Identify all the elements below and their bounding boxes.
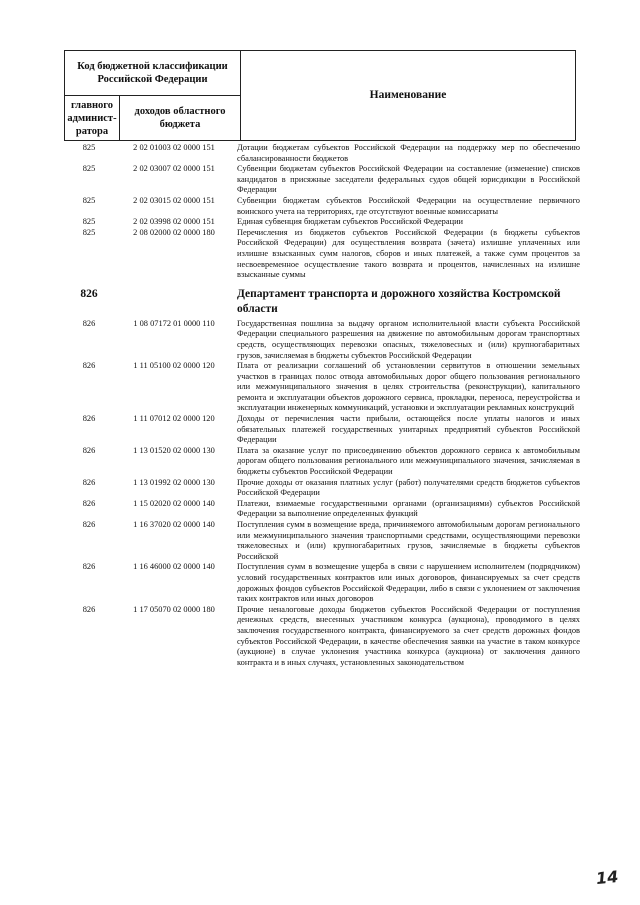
row-admin: 825 xyxy=(82,164,96,174)
table-row xyxy=(64,605,580,669)
table-row xyxy=(64,446,580,478)
row-name: Единая субвенция бюджетам субъектов Российской Федерации xyxy=(237,217,464,227)
header-income: доходов областного бюджета xyxy=(120,96,241,141)
row-admin: 826 xyxy=(82,498,96,508)
table-row xyxy=(64,562,580,604)
header-group: Код бюджетной классификации Российской Федерации xyxy=(65,51,241,96)
row-code: 1 11 07012 02 0000 120 xyxy=(133,414,215,424)
row-admin: 825 xyxy=(82,227,96,237)
row-code: 1 08 07172 01 0000 110 xyxy=(133,318,215,328)
table-row xyxy=(64,520,580,562)
row-admin: 826 xyxy=(82,361,96,371)
row-code: 2 02 03998 02 0000 151 xyxy=(133,217,215,227)
row-name: Доходы от перечисления части прибыли, остающейся после уплаты налогов и иных обязательных платежей государственных унитарных предприятий субъектов Российской Федерации xyxy=(237,414,580,445)
table-body xyxy=(64,143,580,668)
row-admin: 826 xyxy=(82,562,96,572)
table-row xyxy=(64,414,580,446)
table-header xyxy=(64,50,576,141)
row-code: 1 16 37020 02 0000 140 xyxy=(133,520,215,529)
table-row xyxy=(64,319,580,361)
row-admin: 825 xyxy=(82,195,96,205)
table-row xyxy=(64,217,580,228)
row-admin: 826 xyxy=(82,414,96,424)
table-row xyxy=(64,228,580,281)
row-code: 2 02 03015 02 0000 151 xyxy=(133,195,215,205)
row-admin: 826 xyxy=(82,445,96,455)
header-admin: главного админист-ратора xyxy=(65,96,120,141)
row-name: Прочие неналоговые доходы бюджетов субъектов Российской Федерации от поступления денежных средств, внесенных участником конкурса (аукциона), проводимого в целях заключения государственного контракта, финансируемого за счет средств дорожных фондов субъектов Российской Федерации, в качестве обеспечения заявки на участие в таком конкурсе (аукционе) в случае уклонения участника конкурса (аукциона) от заключения данного контракта и в иных случаях, установленных законодательством xyxy=(237,604,580,667)
rows-group-825 xyxy=(64,143,580,281)
table-row xyxy=(64,143,580,164)
row-name: Поступления сумм в возмещение вреда, причиняемого автомобильным дорогам регионального или межмуниципального значения транспортными средствами, осуществляющими перевозки тяжеловесных и (или) крупногабаритных грузов, зачисляемые в бюджеты субъектов Российской xyxy=(237,520,580,561)
row-code: 1 16 46000 02 0000 140 xyxy=(133,562,215,572)
row-code: 2 08 02000 02 0000 180 xyxy=(133,227,215,237)
row-name: Плата за оказание услуг по присоединению объектов дорожного сервиса к автомобильным дорогам общего пользования регионального или межмуниципального значения, зачисляемая в бюджеты субъектов Российской Федерации xyxy=(237,445,580,477)
row-admin: 826 xyxy=(82,520,96,529)
row-code: 2 02 01003 02 0000 151 xyxy=(133,143,215,152)
row-name: Перечисления из бюджетов субъектов Российской Федерации (в бюджеты субъектов Российской Федерации) для осуществления возврата (зачета) излишне уплаченных или излишне взысканных сумм налогов, сборов и иных платежей, а также сумм процентов за несвоевременное осуществление такого возврата и процентов, начисленных на излишне взысканные суммы xyxy=(237,227,580,280)
row-admin: 826 xyxy=(82,477,96,487)
row-admin: 825 xyxy=(82,217,96,227)
row-name: Прочие доходы от оказания платных услуг (работ) получателями средств бюджетов субъектов Российской Федерации xyxy=(237,477,580,498)
row-admin: 825 xyxy=(82,143,96,152)
section-admin: 826 xyxy=(80,287,98,300)
table-row xyxy=(64,478,580,499)
row-admin: 826 xyxy=(82,604,96,614)
table-row xyxy=(64,499,580,520)
row-name: Субвенции бюджетам субъектов Российской Федерации на составление (изменение) списков кандидатов в присяжные заседатели федеральных судов общей юрисдикции в Российской Федерации xyxy=(237,164,580,195)
row-code: 1 15 02020 02 0000 140 xyxy=(133,498,215,508)
row-name: Плата от реализации соглашений об установлении сервитутов в отношении земельных участков в границах полос отвода автомобильных дорог общего пользования регионального или межмуниципального значения в целях строительства (реконструкции), капитального ремонта и эксплуатации объектов дорожного сервиса, прокладки, переноса, переустройства и эксплуатации инженерных коммуникаций, установки и эксплуатации рекламных конструкций xyxy=(237,361,580,413)
row-name: Платежи, взимаемые государственными органами (организациями) субъектов Российской Федерации за выполнение определенных функций xyxy=(237,498,580,519)
row-code: 1 17 05070 02 0000 180 xyxy=(133,604,215,614)
rows-group-826 xyxy=(64,319,580,669)
table-row xyxy=(64,361,580,414)
table-row xyxy=(64,164,580,196)
row-name: Государственная пошлина за выдачу органом исполнительной власти субъекта Российской Федерации специального разрешения на движение по автомобильным дорогам транспортных средств, осуществляющих перевозки опасных, тяжеловесных и (или) крупногабаритных грузов, зачисляемая в бюджеты субъектов Российской Федерации xyxy=(237,318,580,360)
row-code: 1 11 05100 02 0000 120 xyxy=(133,361,215,371)
row-name: Поступления сумм в возмещение ущерба в связи с нарушением исполнителем (подрядчиком) условий государственных контрактов или иных договоров, финансируемых за счет средств дорожных фондов субъектов Российской Федерации, либо в связи с уклонением от заключения таких контрактов или иных договоров xyxy=(237,562,580,604)
row-name: Дотации бюджетам субъектов Российской Федерации на поддержку мер по обеспечению сбалансированности бюджетов xyxy=(237,143,580,163)
row-code: 1 13 01992 02 0000 130 xyxy=(133,477,215,487)
row-admin: 826 xyxy=(82,318,96,328)
page-number: 14 xyxy=(595,866,620,889)
row-name: Субвенции бюджетам субъектов Российской Федерации на осуществление первичного воинского учета на территориях, где отсутствуют военные комиссариаты xyxy=(237,195,580,216)
section-heading xyxy=(64,287,580,317)
row-code: 2 02 03007 02 0000 151 xyxy=(133,164,215,174)
header-name: Наименование xyxy=(241,51,576,141)
table-row xyxy=(64,196,580,217)
row-code: 1 13 01520 02 0000 130 xyxy=(133,445,215,455)
section-title: Департамент транспорта и дорожного хозяйства Костромской области xyxy=(237,287,561,315)
